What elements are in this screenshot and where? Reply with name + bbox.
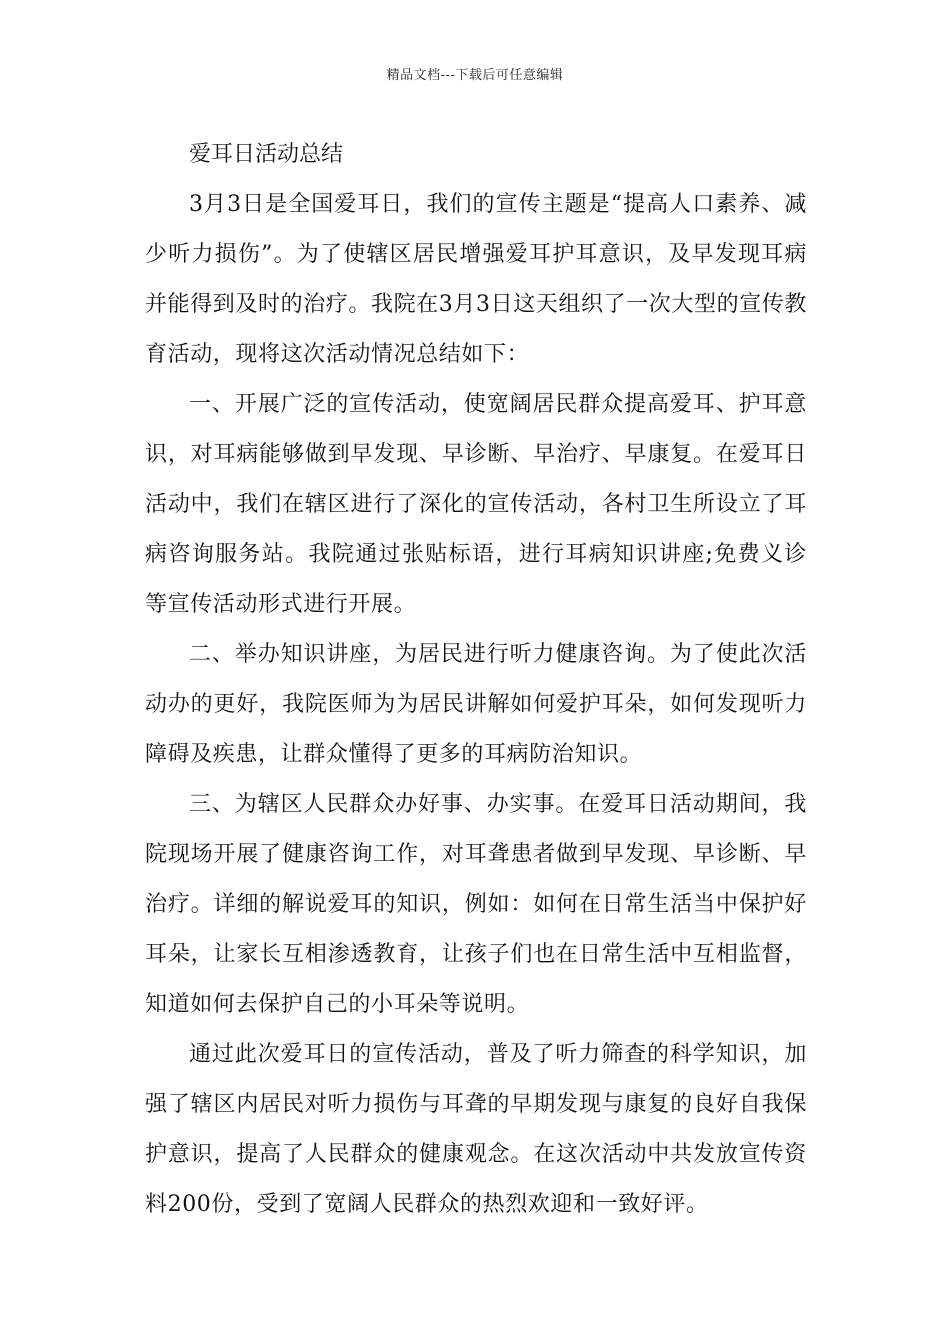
paragraph-section-2: 二、举办知识讲座，为居民进行听力健康咨询。为了使此次活动办的更好，我院医师为为居民讲解如何爱护耳朵，如何发现听力障碍及疾患，让群众懂得了更多的耳病防治知识。 [145,642,807,767]
paragraph-conclusion: 通过此次爱耳日的宣传活动，普及了听力筛查的科学知识，加强了辖区内居民对听力损伤与耳聋的早期发现与康复的良好自我保护意识，提高了人民群众的健康观念。在这次活动中共发放宣传资料200份，受到了宽阔人民群众的热烈欢迎和一致好评。 [145,1042,807,1217]
paragraph-intro: 3月3日是全国爱耳日，我们的宣传主题是“提高人口素养、减少听力损伤”。为了使辖区居民增强爱耳护耳意识，及早发现耳病并能得到及时的治疗。我院在3月3日这天组织了一次大型的宣传教育活动，现将这次活动情况总结如下： [145,192,807,367]
document-body [145,130,807,1230]
paragraph-section-3: 三、为辖区人民群众办好事、办实事。在爱耳日活动期间，我院现场开展了健康咨询工作，对耳聋患者做到早发现、早诊断、早治疗。详细的解说爱耳的知识，例如：如何在日常生活当中保护好耳朵，让家长互相渗透教育，让孩子们也在日常生活中互相监督，知道如何去保护自己的小耳朵等说明。 [145,792,807,1017]
header-note: 精品文档---下载后可任意编辑 [386,68,564,83]
paragraph-section-1: 一、开展广泛的宣传活动，使宽阔居民群众提高爱耳、护耳意识，对耳病能够做到早发现、早诊断、早治疗、早康复。在爱耳日活动中，我们在辖区进行了深化的宣传活动，各村卫生所设立了耳病咨询服务站。我院通过张贴标语，进行耳病知识讲座;免费义诊等宣传活动形式进行开展。 [145,392,807,617]
document-title: 爱耳日活动总结 [189,142,344,167]
